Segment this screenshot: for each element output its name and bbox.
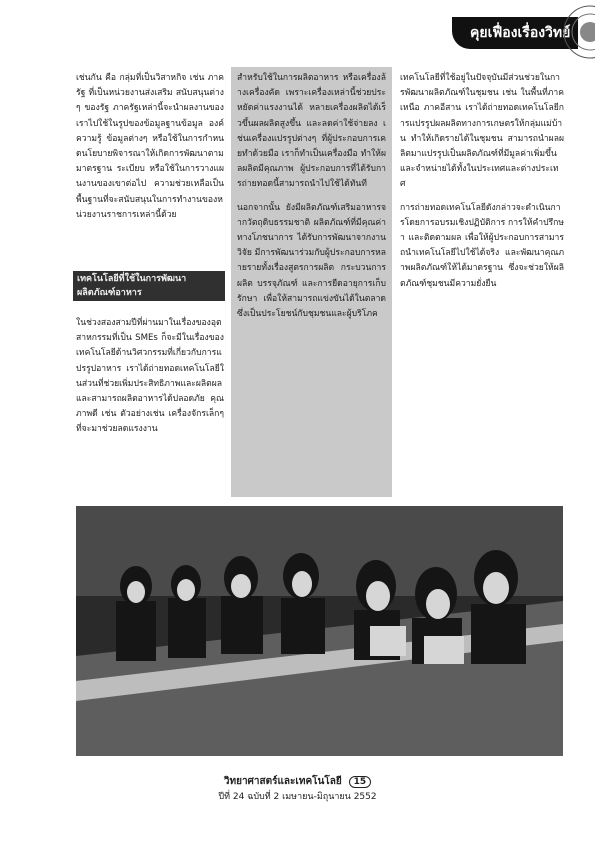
column-3-text bbox=[400, 71, 564, 300]
header-ornament bbox=[560, 0, 595, 64]
column-2-shaded bbox=[231, 67, 392, 497]
section-tab-label: คุยเฟื่องเรื่องวิทย์ bbox=[470, 25, 571, 41]
paragraph: ในช่วงสองสามปีที่ผ่านมาในเรื่องของอุตสาหกรรมที่เป็น SMEs ก็จะมีในเรื่องของเทคโนโลยีด้านวิศวกรรมที่เกี่ยวกับการแปรรูปอาหาร เราได้ถ่ายทอดเทคโนโลยีในส่วนที่ช่วยเพิ่มประสิทธิภาพและผลิตผล และสามารถผลิตอาหารได้ปลอดภัย คุณภาพดี เช่น ตัวอย่างเช่น เครื่องจักรเล็กๆ ที่จะมาช่วยลดแรงงาน bbox=[76, 318, 224, 435]
paragraph: นอกจากนั้น ยังมีผลิตภัณฑ์เสริมอาหารจากวัตถุดิบธรรมชาติ ผลิตภัณฑ์ที่มีคุณค่าทางโภชนาการ ได้รับการพัฒนาจากงานวิจัย มีการพัฒนาร่วมกับผู้ประกอบการหลายรายทั้งเรื่องสูตรการผลิต กระบวนการผลิต บรรจุภัณฑ์ และการยืดอายุการเก็บรักษา เพื่อให้สามารถแข่งขันได้ในตลาด ซึ่งเป็นประโยชน์กับชุมชนและผู้บริโภค bbox=[237, 202, 386, 320]
column-1-text bbox=[76, 71, 224, 231]
seminar-photo bbox=[76, 506, 563, 756]
footer-issue: ปีที่ 24 ฉบับที่ 2 เมษายน-มิถุนายน 2552 bbox=[218, 792, 377, 802]
paragraph: การถ่ายทอดเทคโนโลยีดังกล่าวจะดำเนินการโดยการอบรมเชิงปฏิบัติการ การให้คำปรึกษา และติดตามผล เพื่อให้ผู้ประกอบการสามารถนำเทคโนโลยีไปใช้ได้จริง และพัฒนาคุณภาพผลิตภัณฑ์ให้ได้มาตรฐาน ซึ่งจะช่วยให้ผลิตภัณฑ์ชุมชนมีความยั่งยืน bbox=[400, 202, 565, 289]
page-number: 15 bbox=[349, 776, 372, 788]
footer-publication: วิทยาศาสตร์และเทคโนโลยี bbox=[223, 776, 342, 787]
section-heading-text: เทคโนโลยีที่ใช้ในการพัฒนาผลิตภัณฑ์อาหาร bbox=[77, 274, 187, 298]
column-1-continued bbox=[76, 316, 224, 446]
section-heading bbox=[73, 271, 225, 301]
paragraph: เทคโนโลยีที่ใช้อยู่ในปัจจุบันมีส่วนช่วยในการพัฒนาผลิตภัณฑ์ในชุมชน เช่น ในพื้นที่ภาคเหนือ ภาคอีสาน เราได้ถ่ายทอดเทคโนโลยีการแปรรูปผลผลิตทางการเกษตรให้กลุ่มแม่บ้าน ทำให้เกิดรายได้ในชุมชน สามารถนำผลผลิตมาแปรรูปเป็นผลิตภัณฑ์ที่มีมูลค่าเพิ่มขึ้น และจำหน่ายได้ทั้งในประเทศและต่างประเทศ bbox=[400, 73, 564, 190]
page-footer bbox=[0, 774, 595, 803]
paragraph: สำหรับใช้ในการผลิตอาหาร หรือเครื่องล้างเครื่องคัด เพราะเครื่องเหล่านี้ช่วยประหยัดค่าแรงงานได้ หลายเครื่องผลิตได้เร็วขึ้นผลผลิตสูงขึ้น และลดค่าใช้จ่ายลง เช่นเครื่องแปรรูปต่างๆ ที่ผู้ประกอบการเคยทำด้วยมือ เราก็ทำเป็นเครื่องมือ ทำให้ผลผลิตมีคุณภาพ ผู้ประกอบการที่ได้รับการถ่ายทอดนี้สามารถนำไปใช้ได้ทันที bbox=[237, 73, 386, 190]
paragraph: เช่นกัน คือ กลุ่มที่เป็นวิสาหกิจ เช่น ภาครัฐ ที่เป็นหน่วยงานส่งเสริม สนับสนุนต่างๆ ของรัฐ ภาครัฐเหล่านี้จะนำผลงานของเราไปใช้ในรูปของข้อมูลฐานข้อมูล องค์ความรู้ ข้อมูลต่างๆ หรือใช้ในการกำหนดนโยบายพิจารณาให้เกิดการพัฒนาตามมาตรฐาน ระเบียบ หรือใช้ในการวางแผนงานของเขาต่อไป ความช่วยเหลือเป็นพื้นฐานที่จะสนับสนุนในการทำงานของหน่วยงานราชการเหล่านี้ด้วย bbox=[76, 73, 224, 220]
